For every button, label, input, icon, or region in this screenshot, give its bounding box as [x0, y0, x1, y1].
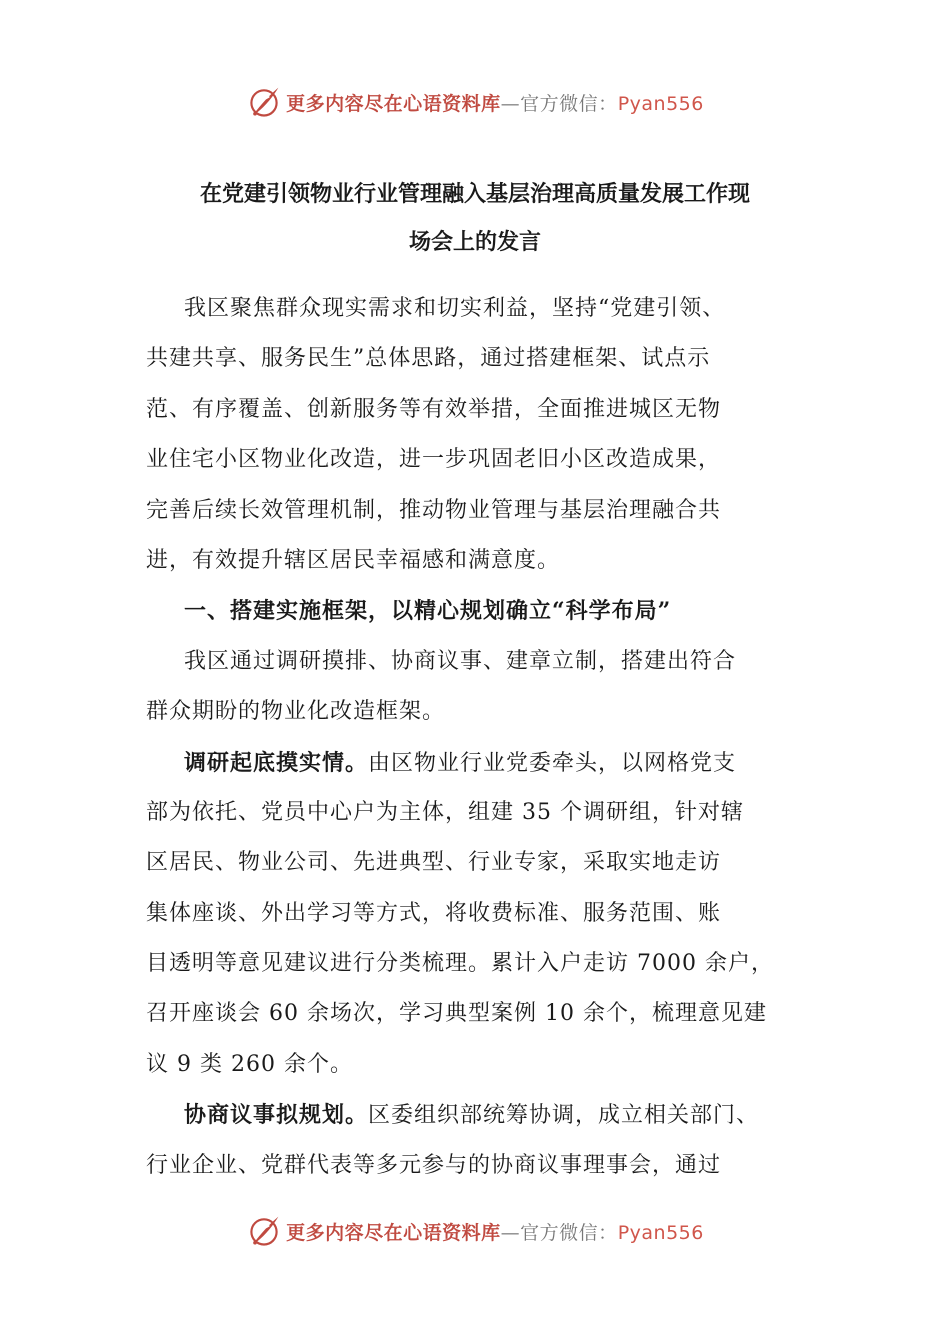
- quill-pen-circle-icon: [246, 84, 282, 120]
- banner-brand: 更多内容尽在心语资料库: [286, 1221, 501, 1244]
- paragraph-line: 进，有效提升辖区居民幸福感和满意度。: [146, 547, 561, 573]
- paragraph-line: 行业企业、党群代表等多元参与的协商议事理事会，通过: [146, 1152, 722, 1178]
- banner-separator: —: [500, 1221, 521, 1244]
- paragraph-line: 区居民、物业公司、先进典型、行业专家，采取实地走访: [146, 850, 722, 876]
- section-heading: 一、搭建实施框架，以精心规划确立“科学布局”: [184, 598, 672, 625]
- document-title: [140, 170, 810, 266]
- paragraph-line: 共建共享、服务民生”总体思路，通过搭建框架、试点示: [146, 346, 711, 372]
- document-body: [146, 284, 811, 1191]
- paragraph-lead: 调研起底摸实情。: [184, 749, 369, 776]
- paragraph-line: 议 9 类 260 余个。: [146, 1051, 353, 1077]
- paragraph-line: 完善后续长效管理机制，推动物业管理与基层治理融合共: [146, 497, 722, 523]
- paragraph-text: 区委组织部统筹协调，成立相关部门、: [368, 1103, 760, 1129]
- paragraph-line: 我区聚焦群众现实需求和切实利益，坚持“党建引领、: [184, 296, 726, 321]
- header-banner: [0, 80, 950, 124]
- footer-banner: [0, 1209, 950, 1253]
- paragraph-line: 业住宅小区物业化改造，进一步巩固老旧小区改造成果，: [146, 447, 722, 473]
- paragraph-text: 由区物业行业党委牵头，以网格党支: [368, 750, 737, 776]
- paragraph-line: 集体座谈、外出学习等方式，将收费标准、服务范围、账: [146, 900, 722, 926]
- banner-wechat-label: 官方微信：: [520, 92, 618, 115]
- paragraph-line: 范、有序覆盖、创新服务等有效举措，全面推进城区无物: [146, 396, 722, 422]
- banner-wechat-id: Pyan556: [617, 92, 704, 115]
- banner-text: [286, 89, 704, 116]
- banner-text: [286, 1218, 704, 1245]
- paragraph-line: 部为依托、党员中心户为主体，组建 35 个调研组，针对辖: [146, 799, 744, 825]
- banner-wechat-id: Pyan556: [617, 1221, 704, 1244]
- banner-wechat-label: 官方微信：: [520, 1221, 618, 1244]
- title-line-1: 在党建引领物业行业管理融入基层治理高质量发展工作现: [199, 181, 750, 207]
- paragraph-line: 群众期盼的物业化改造框架。: [146, 699, 446, 725]
- paragraph-line: 我区通过调研摸排、协商议事、建章立制，搭建出符合: [184, 648, 737, 674]
- paragraph-line: [146, 738, 811, 788]
- paragraph-line: [146, 1090, 811, 1140]
- paragraph-lead: 协商议事拟规划。: [184, 1102, 369, 1129]
- paragraph-line: 目透明等意见建议进行分类梳理。累计入户走访 7000 余户，: [146, 951, 774, 977]
- banner-separator: —: [500, 92, 521, 115]
- paragraph-line: 召开座谈会 60 余场次，学习典型案例 10 余个，梳理意见建: [146, 1001, 767, 1027]
- title-line-2: 场会上的发言: [408, 229, 541, 255]
- quill-pen-circle-icon: [246, 1213, 282, 1249]
- banner-brand: 更多内容尽在心语资料库: [286, 92, 501, 115]
